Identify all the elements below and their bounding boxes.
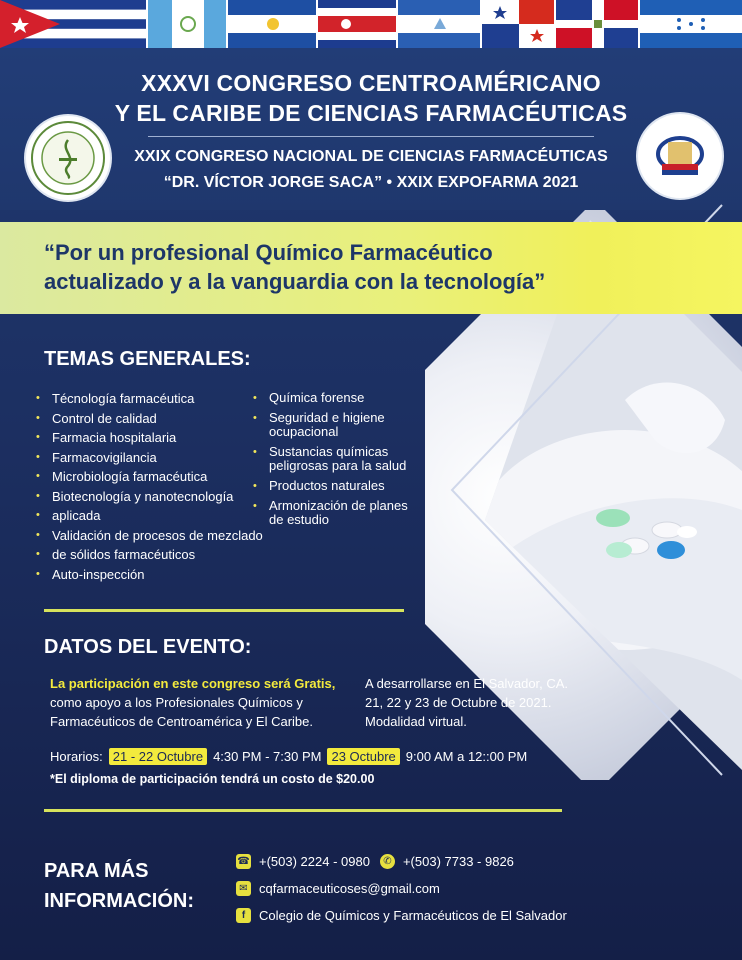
phone-row bbox=[236, 848, 567, 874]
section-divider bbox=[44, 809, 562, 812]
email-row bbox=[236, 875, 567, 901]
temas-list-left bbox=[36, 389, 266, 584]
slogan-band bbox=[0, 222, 742, 314]
hours-label: Horarios: bbox=[50, 749, 103, 764]
evento-title: DATOS DEL EVENTO: bbox=[44, 636, 252, 658]
list-item: • Seguridad e higiene ocupacional bbox=[253, 411, 423, 439]
list-item: • Farmacia hospitalaria bbox=[36, 428, 266, 448]
location-line-3: Modalidad virtual. bbox=[365, 714, 467, 729]
email-link[interactable]: cqfarmaceuticoses@gmail.com bbox=[259, 880, 440, 896]
slogan-line-1: “Por un profesional Químico Farmacéutico bbox=[44, 240, 493, 265]
phone-2[interactable]: +(503) 7733 - 9826 bbox=[402, 853, 514, 869]
flag-costa-rica bbox=[318, 0, 398, 48]
flag-nicaragua bbox=[398, 0, 482, 48]
info-title-line-2: INFORMACIÓN: bbox=[44, 890, 194, 912]
diploma-note: *El diploma de participación tendrá un costo de $20.00 bbox=[50, 772, 375, 786]
location-line-1: A desarrollarse en El Salvador, CA. bbox=[365, 676, 569, 691]
phone-icon: ☎ bbox=[237, 855, 250, 867]
list-item: • Química forense bbox=[253, 391, 423, 405]
list-item: • Sustancias químicas peligrosas para la salud bbox=[253, 445, 423, 473]
date-badge-2: 23 Octubre bbox=[327, 748, 399, 765]
list-item: • Control de calidad bbox=[36, 409, 266, 429]
list-item: • aplicada bbox=[36, 506, 266, 526]
list-item: • Auto-inspección bbox=[36, 565, 266, 585]
phone-1[interactable]: +(503) 2224 - 0980 bbox=[259, 853, 370, 869]
temas-list-right bbox=[253, 391, 423, 533]
college-seal-logo bbox=[26, 116, 110, 200]
evento-highlight: La participación en este congreso será Gratis, bbox=[50, 676, 336, 691]
flag-guatemala bbox=[148, 0, 228, 48]
facebook-link[interactable]: Colegio de Químicos y Farmacéuticos de El Salvador bbox=[259, 907, 567, 923]
subtitle-line-2: “DR. VÍCTOR JORGE SACA” • XXIX EXPOFARMA 2021 bbox=[163, 174, 579, 191]
info-title-line-1: PARA MÁS bbox=[44, 860, 149, 882]
title-line-2: Y EL CARIBE DE CIENCIAS FARMACÉUTICAS bbox=[114, 100, 628, 126]
section-divider bbox=[44, 609, 404, 612]
list-item: • Farmacovigilancia bbox=[36, 448, 266, 468]
slogan bbox=[44, 238, 664, 296]
header bbox=[0, 48, 742, 210]
schedule bbox=[50, 748, 527, 765]
facebook-icon: f bbox=[236, 908, 251, 923]
temas-title: TEMAS GENERALES: bbox=[44, 348, 251, 370]
email-icon: ✉ bbox=[236, 881, 251, 896]
info-title bbox=[44, 856, 194, 916]
list-item: • Validación de procesos de mezclado bbox=[36, 526, 266, 546]
list-item: • Biotecnología y nanotecnología bbox=[36, 487, 266, 507]
flag-panama bbox=[482, 0, 556, 48]
subtitle-line-1: XXIX CONGRESO NACIONAL DE CIENCIAS FARMACÉUTICAS bbox=[134, 148, 608, 165]
list-item: • de sólidos farmacéuticos bbox=[36, 545, 266, 565]
whatsapp-icon: ✆ bbox=[380, 854, 395, 869]
date-badge-1: 21 - 22 Octubre bbox=[109, 748, 207, 765]
list-item: • Microbiología farmacéutica bbox=[36, 467, 266, 487]
flag-dominican-republic bbox=[556, 0, 640, 48]
facebook-row bbox=[236, 902, 567, 928]
congress-emblem-logo bbox=[638, 114, 722, 198]
flag-cuba bbox=[0, 0, 148, 48]
time-2: 9:00 AM a 12::00 PM bbox=[405, 749, 528, 764]
flags-strip bbox=[0, 0, 742, 48]
evento-desc: como apoyo a los Profesionales Químicos y Farmacéuticos de Centroamérica y El Caribe. bbox=[50, 695, 313, 729]
flag-honduras bbox=[640, 0, 742, 48]
location-line-2: 21, 22 y 23 de Octubre de 2021. bbox=[365, 695, 552, 710]
flag-el-salvador bbox=[228, 0, 318, 48]
header-divider bbox=[148, 136, 594, 137]
list-item: • Armonización de planes de estudio bbox=[253, 499, 423, 527]
evento-location bbox=[365, 674, 585, 731]
contact-list bbox=[236, 848, 567, 929]
list-item: • Técnología farmacéutica bbox=[36, 389, 266, 409]
slogan-line-2: actualizado y a la vanguardia con la tecnología” bbox=[44, 269, 546, 294]
title-line-1: XXXVI CONGRESO CENTROAMÉRICANO bbox=[141, 70, 601, 96]
time-1: 4:30 PM - 7:30 PM bbox=[213, 749, 322, 764]
list-item: • Productos naturales bbox=[253, 479, 423, 493]
evento-description bbox=[50, 674, 350, 731]
